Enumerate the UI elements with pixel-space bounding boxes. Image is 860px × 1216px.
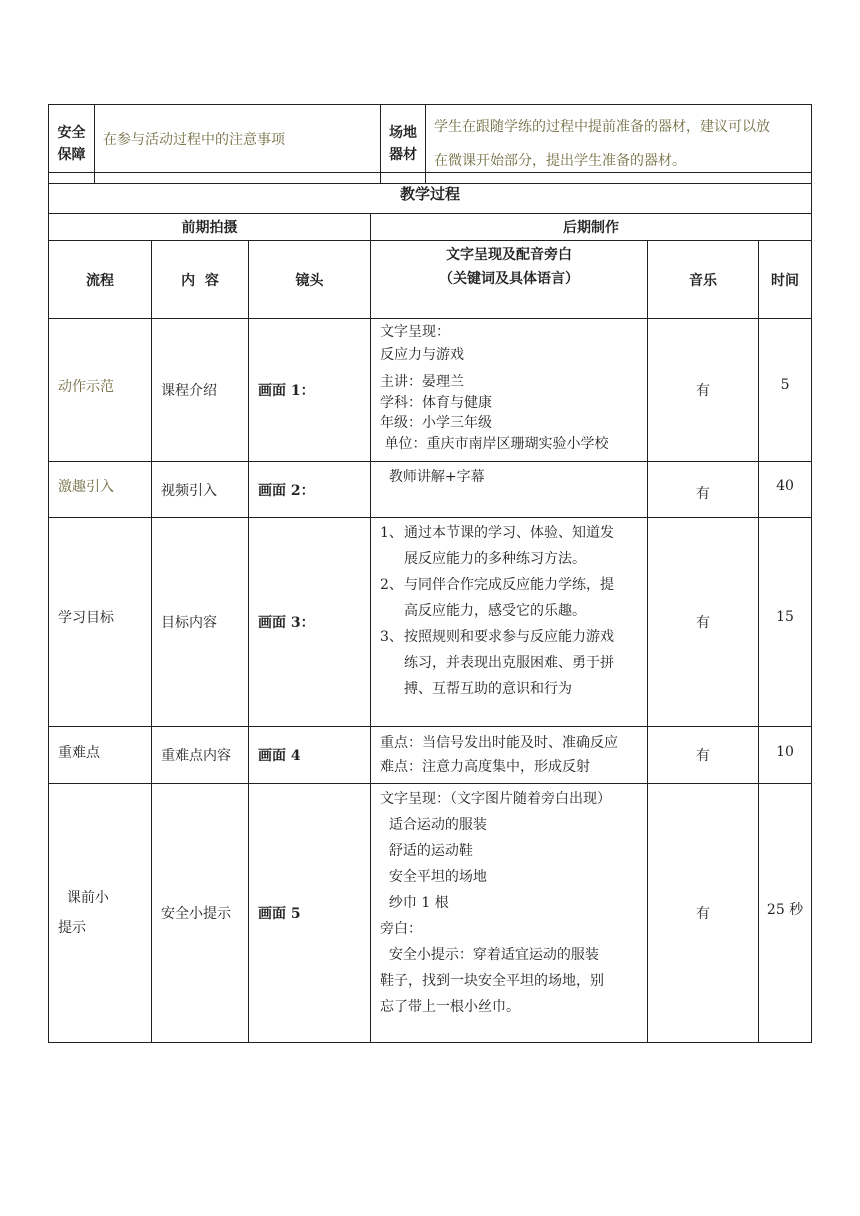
row-content: 安全小提示: [152, 784, 249, 1043]
row-flow: [49, 319, 152, 462]
row-text-line: 重点：当信号发出时能及时、准确反应: [380, 735, 618, 751]
row-time: 5: [759, 319, 812, 462]
table-row: [49, 518, 812, 727]
row-flow-text: 动作示范: [58, 379, 114, 395]
section-title-row: [49, 173, 812, 214]
row-shot: 画面 5: [249, 784, 371, 1043]
row-music: 有: [648, 727, 759, 784]
row-content: 目标内容: [152, 518, 249, 727]
venue-label-line: 器材: [389, 147, 417, 163]
process-table: [48, 172, 812, 1043]
row-music: 有: [648, 784, 759, 1043]
list-line: 搏、互帮互助的意识和行为: [404, 681, 572, 697]
row-shot: 画面 3：: [249, 518, 371, 727]
row-text-line: 主讲：晏理兰: [380, 374, 464, 390]
col-shot: 镜头: [249, 241, 371, 319]
table-row: [49, 727, 812, 784]
row-text-line: 文字呈现：（文字图片随着旁白出现）: [380, 791, 611, 807]
row-flow-text: 提示: [58, 920, 86, 936]
list-line: 与同伴合作完成反应能力学练，提: [404, 577, 614, 593]
row-text-line: 年级：小学三年级: [380, 415, 492, 431]
venue-value-line: 在微课开始部分，提出学生准备的器材。: [434, 153, 686, 169]
row-content: 重难点内容: [152, 727, 249, 784]
col-flow: 流程: [49, 241, 152, 319]
row-flow: [49, 727, 152, 784]
col-time: 时间: [759, 241, 812, 319]
list-number: 1、: [380, 525, 403, 541]
safety-label-line: 安全: [57, 125, 86, 141]
safety-value-text: 在参与活动过程中的注意事项: [103, 132, 285, 148]
col-text-line: 文字呈现及配音旁白: [446, 247, 572, 263]
row-flow: [49, 518, 152, 727]
col-text: [371, 241, 648, 319]
list-line: 按照规则和要求参与反应能力游戏: [404, 629, 614, 645]
table-row: [49, 319, 812, 462]
column-header-row: [49, 241, 812, 319]
col-music: 音乐: [648, 241, 759, 319]
col-text-line: （关键词及具体语言）: [439, 271, 579, 287]
row-text: [371, 518, 648, 727]
row-music: 有: [648, 518, 759, 727]
list-number: 2、: [380, 577, 403, 593]
venue-value-line: 学生在跟随学练的过程中提前准备的器材，建议可以放: [434, 119, 770, 135]
list-line: 高反应能力，感受它的乐趣。: [404, 603, 586, 619]
row-text-line: 安全平坦的场地: [380, 869, 487, 885]
row-content: 视频引入: [152, 462, 249, 518]
row-text-line: 旁白：: [380, 921, 422, 937]
row-music: 有: [648, 462, 759, 518]
row-music: 有: [648, 319, 759, 462]
row-flow-text: 激趣引入: [58, 478, 114, 495]
safety-label-line: 保障: [57, 147, 86, 163]
row-text-line: 忘了带上一根小丝巾。: [380, 999, 520, 1015]
row-text-line: 舒适的运动鞋: [380, 843, 473, 859]
row-time: 10: [759, 727, 812, 784]
row-content: 课程介绍: [152, 319, 249, 462]
row-text-line: 纱巾 1 根: [380, 895, 449, 911]
venue-label-line: 场地: [389, 125, 417, 141]
row-text: [371, 462, 648, 518]
list-line: 通过本节课的学习、体验、知道发: [404, 525, 614, 541]
list-item: [380, 520, 639, 572]
list-item: [380, 572, 639, 624]
row-text-line: 反应力与游戏: [380, 347, 464, 363]
row-shot: 画面 1：: [249, 319, 371, 462]
row-text-line: 学科：体育与健康: [380, 395, 492, 411]
row-text-line: 安全小提示：穿着适宜运动的服装: [380, 947, 599, 963]
table-row: [49, 784, 812, 1043]
row-flow-text: 重难点: [58, 745, 100, 761]
row-flow-text: 课前小: [58, 890, 109, 906]
row-text-line: 文字呈现：: [380, 324, 450, 340]
group-header-pre: 前期拍摄: [49, 214, 371, 241]
section-title: 教学过程: [49, 173, 812, 214]
row-text: [371, 319, 648, 462]
col-content: 内 容: [152, 241, 249, 319]
row-text: [371, 784, 648, 1043]
row-flow: [49, 462, 152, 518]
group-header-post: 后期制作: [371, 214, 812, 241]
row-flow: [49, 784, 152, 1043]
row-time: 15: [759, 518, 812, 727]
row-shot: 画面 4: [249, 727, 371, 784]
row-text-line: 适合运动的服装: [380, 817, 487, 833]
row-shot: 画面 2：: [249, 462, 371, 518]
row-time: 25 秒: [759, 784, 812, 1043]
row-text-line: 难点：注意力高度集中，形成反射: [380, 759, 590, 775]
list-item: [380, 624, 639, 702]
row-time: 40: [759, 462, 812, 518]
table-row: [49, 462, 812, 518]
row-text-line: 鞋子，找到一块安全平坦的场地，别: [380, 973, 604, 989]
list-line: 练习，并表现出克服困难、勇于拼: [404, 655, 614, 671]
row-text: [371, 727, 648, 784]
row-text-line: 教师讲解+字幕: [380, 469, 485, 485]
group-header-row: [49, 214, 812, 241]
row-text-line: 单位：重庆市南岸区珊瑚实验小学校: [380, 436, 609, 452]
list-line: 展反应能力的多种练习方法。: [404, 551, 586, 567]
row-flow-text: 学习目标: [58, 610, 114, 626]
list-number: 3、: [380, 629, 403, 645]
